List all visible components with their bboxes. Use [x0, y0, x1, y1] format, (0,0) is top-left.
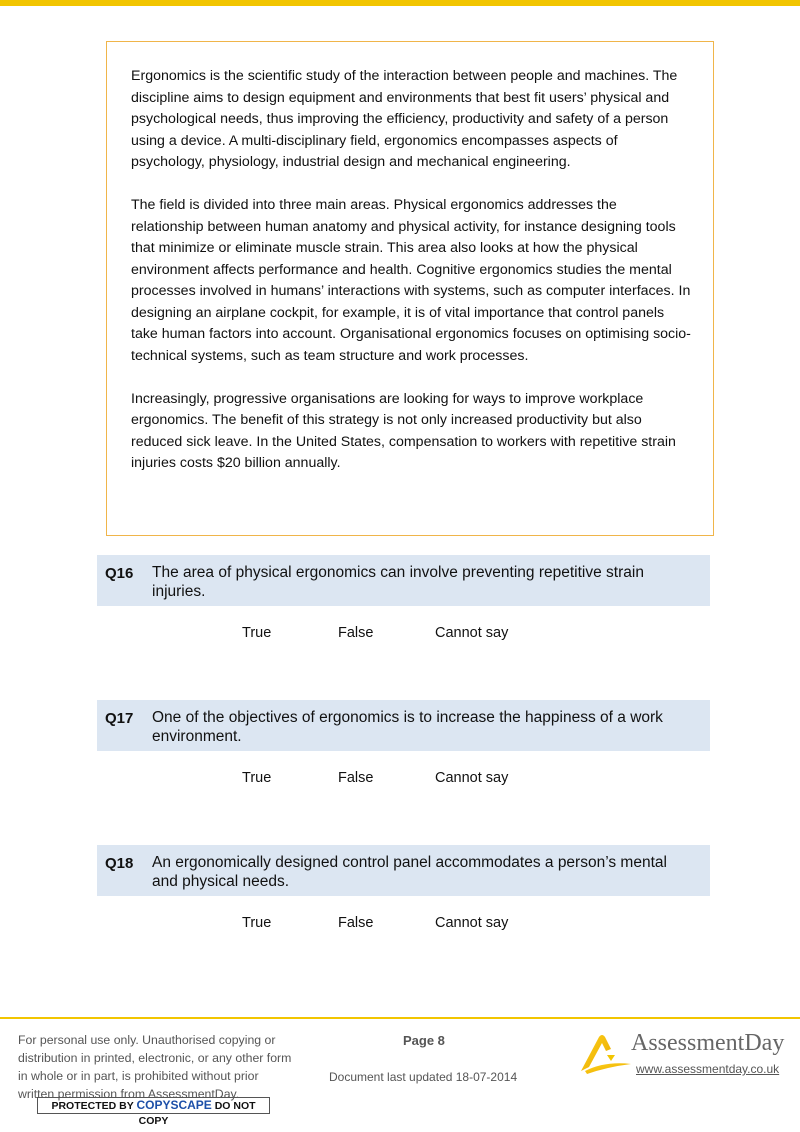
passage-text — [131, 66, 691, 496]
brand-name: AssessmentDay — [631, 1030, 785, 1056]
copyright-notice: For personal use only. Unauthorised copying or distribution in printed, electronic, or any other form in whole or in part, is prohibited without prior written permission from AssessmentDay. — [18, 1033, 292, 1101]
passage-paragraph-1: Ergonomics is the scientific study of the interaction between people and machines. The discipline aims to design equipment and environments that best fit users’ physical and psychological needs, thus improving the efficiency, productivity and safety of a person using a device. A multi-disciplinary field, ergonomics encompasses aspects of psychology, physiology, industrial design and mechanical engineering. — [131, 68, 678, 170]
passage-paragraph-2: The field is divided into three main areas. Physical ergonomics addresses the relationship between human anatomy and physical activity, for instance designing tools that minimize or eliminate muscle strain. This area also looks at how the physical environment affects performance and health. Cognitive ergonomics studies the mental processes involved in humans’ interactions with systems, such as computer interfaces. In designing an airplane cockpit, for example, it is of vital importance that control panels take human factors into account. Organisational ergonomics focuses on optimising socio-technical systems, such as team structure and work processes. — [131, 197, 691, 364]
passage-paragraph-3: Increasingly, progressive organisations are looking for ways to improve workplace ergonomics. The benefit of this strategy is not only increased productivity but also reduced sick leave. In the United States, compensation to workers with repetitive strain injuries costs $20 billion annually. — [131, 390, 676, 471]
question-number: Q16 — [105, 565, 134, 582]
question-text: One of the objectives of ergonomics is to increase the happiness of a work environment. — [152, 709, 663, 745]
question-band-q16 — [97, 555, 710, 606]
assessmentday-logo-icon — [577, 1031, 633, 1075]
question-band-q18 — [97, 845, 710, 896]
q17-option-false[interactable]: False — [338, 770, 374, 786]
q16-option-false[interactable]: False — [338, 625, 374, 641]
top-accent-bar — [0, 0, 800, 6]
last-updated: Document last updated 18-07-2014 — [329, 1070, 518, 1084]
copyscape-brand: COPYSCAPE — [136, 1098, 212, 1112]
question-text: The area of physical ergonomics can involve preventing repetitive strain injuries. — [152, 564, 644, 600]
question-text: An ergonomically designed control panel accommodates a person’s mental and physical needs. — [152, 854, 667, 890]
page-number: Page 8 — [403, 1033, 445, 1048]
q16-option-true[interactable]: True — [242, 625, 272, 641]
brand-url-link[interactable]: www.assessmentday.co.uk — [636, 1062, 780, 1076]
copyscape-suffix: DO NOT COPY — [138, 1100, 256, 1127]
q17-option-true[interactable]: True — [242, 770, 272, 786]
q16-option-cannot-say[interactable]: Cannot say — [435, 625, 509, 641]
q17-option-cannot-say[interactable]: Cannot say — [435, 770, 509, 786]
question-number: Q18 — [105, 855, 134, 872]
q18-option-false[interactable]: False — [338, 915, 374, 931]
footer-divider — [0, 1017, 800, 1019]
copyscape-badge[interactable] — [37, 1097, 270, 1127]
q18-option-cannot-say[interactable]: Cannot say — [435, 915, 509, 931]
question-number: Q17 — [105, 710, 134, 727]
question-band-q17 — [97, 700, 710, 751]
copyscape-prefix: PROTECTED BY — [51, 1100, 134, 1112]
q18-option-true[interactable]: True — [242, 915, 272, 931]
